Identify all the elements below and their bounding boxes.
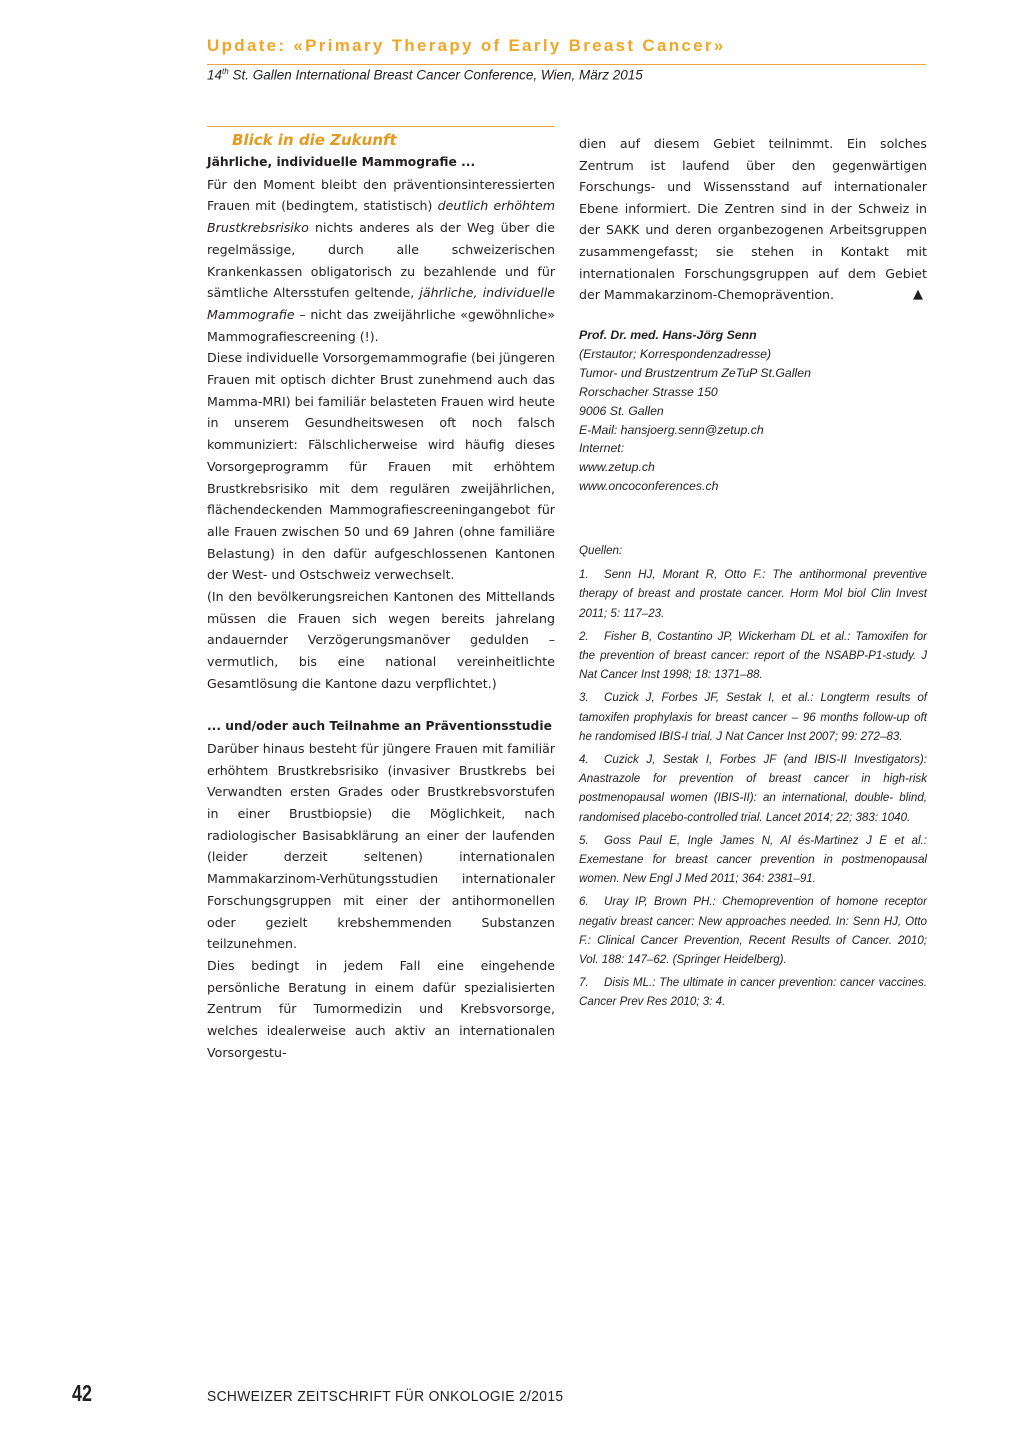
reference-text: Cuzick J, Sestak I, Forbes JF (and IBIS-II Investigators): Anastrazole for prevention of breast cancer in high-risk postmenopausal women (IBIS-II): an international, double- blind, randomised placebo-controlled trial. Lancet 2014; 22; 383: 1040. bbox=[579, 753, 927, 824]
section-divider bbox=[207, 126, 555, 127]
subheading-praeventionsstudie: ... und/oder auch Teilnahme an Präventionsstudie bbox=[207, 719, 552, 734]
reference-number: 2. bbox=[579, 629, 589, 643]
author-website-zetup[interactable]: www.zetup.ch bbox=[579, 460, 655, 475]
paragraph-1-text-c: – nicht das zweijährliche «gewöhnliche» Mammografiescreening (!). bbox=[207, 306, 555, 344]
page-number: 42 bbox=[72, 1380, 92, 1406]
header-divider bbox=[207, 64, 926, 65]
reference-item bbox=[579, 750, 927, 827]
author-name: Prof. Dr. med. Hans-Jörg Senn bbox=[579, 328, 757, 342]
reference-text: Cuzick J, Forbes JF, Sestak I, et al.: Longterm results of tamoxifen prophylaxis for breast cancer – 96 months follow-up oft he randomised IBIS-I trial. J Nat Cancer Inst 2007; 99: 272–83. bbox=[579, 691, 927, 743]
header-title: Update: «Primary Therapy of Early Breast Cancer» bbox=[207, 36, 726, 55]
subtitle-number: 14 bbox=[207, 67, 223, 83]
paragraph-1-text-b: nichts anderes als der Weg über die regelmässige, durch alle schweizerischen Krankenkassen obligatorisch zu bezahlende und für sämtliche Altersstufen geltende, bbox=[207, 220, 555, 301]
reference-text: Uray IP, Brown PH.: Chemoprevention of homone receptor negativ breast cancer: New approaches needed. In: Senn HJ, Otto F.: Clinical Cancer Prevention, Recent Results of Cancer. 2010; Vol. 188: 147–62. (Springer Heidelberg). bbox=[579, 895, 927, 967]
paragraph-4: Darüber hinaus besteht für jüngere Frauen mit familiär erhöhtem Brustkrebsrisiko (invasiver Brustkrebs bei Verwandten ersten Grades oder Brustkrebsvorstufen in einer Brustbiopsie) die Möglichkeit, nach radiologischer Basisabklärung an einer der laufenden (leider derzeit seltenen) internationalen Mammakarzinom-Verhütungsstudien internationaler Forschungsgruppen mit einer der antihormonellen oder gezielt krebshemmenden Substanzen teilzunehmen. bbox=[207, 740, 555, 952]
subtitle-text: St. Gallen International Breast Cancer Conference, Wien, März 2015 bbox=[228, 67, 643, 83]
author-block bbox=[579, 326, 927, 496]
paragraph-6 bbox=[579, 133, 927, 306]
paragraph-5: Dies bedingt in jedem Fall eine eingehende persönliche Beratung in einem dafür spezialisierten Zentrum für Tumormedizin und Krebsvorsorge, welches idealerweise auch aktiv an internationalen Vorsorgestu- bbox=[207, 958, 555, 1060]
author-website-oncoconferences[interactable]: www.oncoconferences.ch bbox=[579, 479, 719, 494]
header-subtitle bbox=[207, 67, 643, 83]
reference-item bbox=[579, 831, 927, 889]
author-internet-label: Internet: bbox=[579, 441, 625, 456]
references-list bbox=[579, 565, 927, 1011]
paragraph-1-text-a: Für den Moment bleibt den präventionsinteressierten Frauen mit (bedingtem, statistisch) bbox=[207, 176, 555, 214]
reference-number: 3. bbox=[579, 691, 589, 705]
paragraph-1-emphasis-b: jährliche, individuelle Mammografie bbox=[207, 285, 555, 322]
right-column bbox=[579, 133, 927, 306]
author-street: Rorschacher Strasse 150 bbox=[579, 384, 718, 399]
left-column bbox=[207, 152, 555, 1064]
references-label: Quellen: bbox=[579, 544, 623, 557]
reference-text: Fisher B, Costantino JP, Wickerham DL et al.: Tamoxifen for the prevention of breast cancer: report of the NSABP-P1-study. J Nat Cancer Inst 1998; 18: 1371–88. bbox=[579, 629, 927, 682]
journal-name: SCHWEIZER ZEITSCHRIFT FÜR ONKOLOGIE 2/2015 bbox=[207, 1388, 564, 1405]
reference-item bbox=[579, 973, 927, 1011]
reference-text: Disis ML.: The ultimate in cancer prevention: cancer vaccines. Cancer Prev Res 2010; 3: 4. bbox=[579, 976, 927, 1009]
reference-item bbox=[579, 688, 927, 746]
paragraph-spacer bbox=[207, 695, 555, 717]
reference-number: 1. bbox=[579, 568, 589, 582]
reference-number: 6. bbox=[579, 895, 589, 909]
paragraph-3: (In den bevölkerungsreichen Kantonen des Mittellands müssen die Frauen sich wegen bereits jahrelang andauernder Verzögerungsmanöver gedulden – vermutlich, bis eine national vereinheitlichte Gesamtlösung die Kantone dazu verpflichtet.) bbox=[207, 589, 555, 691]
subtitle-ordinal: th bbox=[222, 67, 229, 76]
author-institution: Tumor- und Brustzentrum ZeTuP St.Gallen bbox=[579, 365, 811, 380]
reference-item bbox=[579, 565, 927, 623]
reference-text: Senn HJ, Morant R, Otto F.: The antihormonal preventive therapy of breast and prostate cancer. Horm Mol biol Clin Invest 2011; 5: 117–23. bbox=[579, 568, 927, 620]
reference-number: 4. bbox=[579, 753, 589, 767]
author-email[interactable]: E-Mail: hansjoerg.senn@zetup.ch bbox=[579, 422, 764, 437]
author-city: 9006 St. Gallen bbox=[579, 403, 664, 418]
reference-item bbox=[579, 892, 927, 969]
reference-number: 5. bbox=[579, 833, 589, 847]
author-role: (Erstautor; Korrespondenzadresse) bbox=[579, 346, 772, 361]
reference-text: Goss Paul E, Ingle James N, Al és-Martinez J E et al.: Exemestane for breast cancer prevention in postmenopausal women. New Engl J Med 2011; 364: 2381–91. bbox=[579, 833, 927, 886]
reference-number: 7. bbox=[579, 976, 589, 990]
paragraph-1 bbox=[207, 174, 555, 348]
paragraph-6-text: dien auf diesem Gebiet teilnimmt. Ein solches Zentrum ist laufend über den gegenwärtigen Forschungs- und Wissensstand auf internationaler Ebene informiert. Die Zentren sind in der Schweiz in der SAKK und deren organbezogenen Arbeitsgruppen zusammengefasst; sie stehen in Kontakt mit internationalen Forschungsgruppen auf dem Gebiet der Mammakarzinom-Chemoprävention. bbox=[579, 136, 927, 303]
references-block bbox=[579, 541, 927, 1016]
paragraph-2: Diese individuelle Vorsorgemammografie (bei jüngeren Frauen mit optisch dichter Brust zunehmend auch das Mamma-MRI) bei familiär belasteten Frauen wird heute in unserem Gesundheitswesen oft noch falsch kommuniziert: Fälschlicherweise wird häufig dieses Vorsorgeprogramm für Frauen mit erhöhtem Brustkrebsrisiko mit dem regulären zweijährlichen, flächendeckenden Mammografiescreeningangebot für alle Frauen zwischen 50 und 69 Jahren (ohne familiäre Belastung) in den dafür aufgeschlossenen Kantonen der West- und Ostschweiz verwechselt. bbox=[207, 350, 555, 583]
end-of-article-triangle-icon: ▲ bbox=[913, 287, 923, 303]
reference-item bbox=[579, 627, 927, 685]
subheading-mammografie: Jährliche, individuelle Mammografie ... bbox=[207, 155, 476, 169]
paragraph-1-emphasis-a: deutlich erhöhtem Brustkrebsrisiko bbox=[207, 198, 555, 236]
section-title: Blick in die Zukunft bbox=[232, 131, 397, 149]
